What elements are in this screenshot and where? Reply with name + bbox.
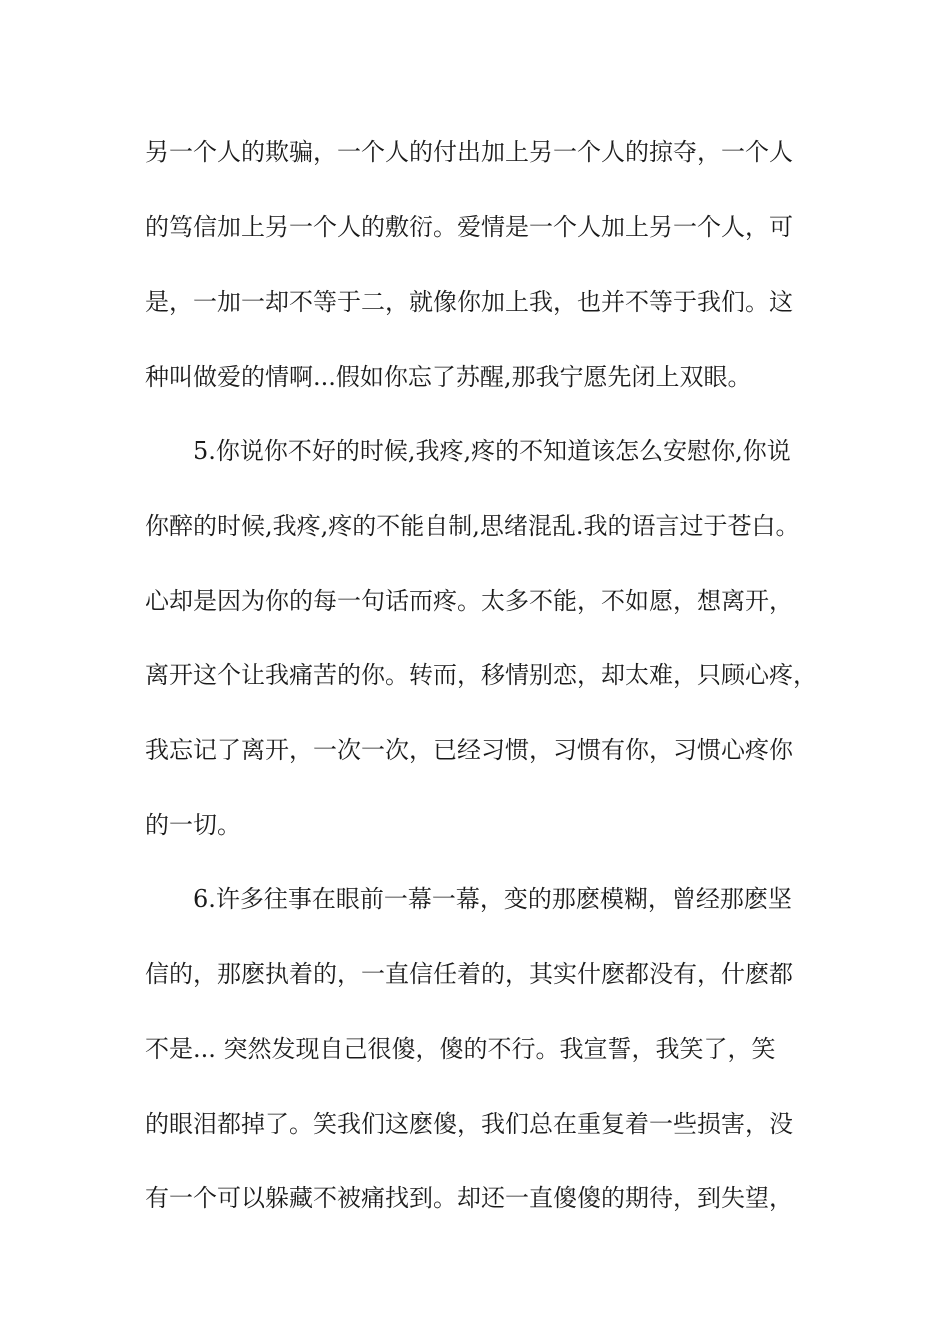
paragraph-5-first-line: 5.你说你不好的时候,我疼,疼的不知道该怎么安慰你,你说	[193, 437, 791, 465]
text-line: 有一个可以躲藏不被痛找到。却还一直傻傻的期待，到失望，	[145, 1184, 793, 1212]
text-line: 种叫做爱的情啊...假如你忘了苏醒,那我宁愿先闭上双眼。	[145, 363, 752, 391]
text-line: 信的，那麽执着的，一直信任着的，其实什麽都没有，什麽都	[145, 960, 793, 988]
text-line: 离开这个让我痛苦的你。转而，移情别恋，却太难，只顾心疼，	[145, 661, 817, 689]
text-line: 我忘记了离开，一次一次，已经习惯，习惯有你，习惯心疼你	[145, 736, 793, 764]
text-line: 的眼泪都掉了。笑我们这麽傻，我们总在重复着一些损害，没	[145, 1110, 793, 1138]
text-line: 的笃信加上另一个人的敷衍。爱情是一个人加上另一个人，可	[145, 213, 793, 241]
text-line: 另一个人的欺骗，一个人的付出加上另一个人的掠夺，一个人	[145, 138, 793, 166]
text-line: 不是... 突然发现自己很傻，傻的不行。我宣誓，我笑了，笑	[145, 1035, 776, 1063]
text-line: 心却是因为你的每一句话而疼。太多不能，不如愿，想离开，	[145, 587, 793, 615]
text-line: 你醉的时候,我疼,疼的不能自制,思绪混乱.我的语言过于苍白。	[145, 512, 800, 540]
paragraph-6-first-line: 6.许多往事在眼前一幕一幕，变的那麽模糊，曾经那麽坚	[193, 885, 792, 913]
text-line: 是，一加一却不等于二，就像你加上我，也并不等于我们。这	[145, 288, 793, 316]
text-line: 的一切。	[145, 811, 241, 839]
